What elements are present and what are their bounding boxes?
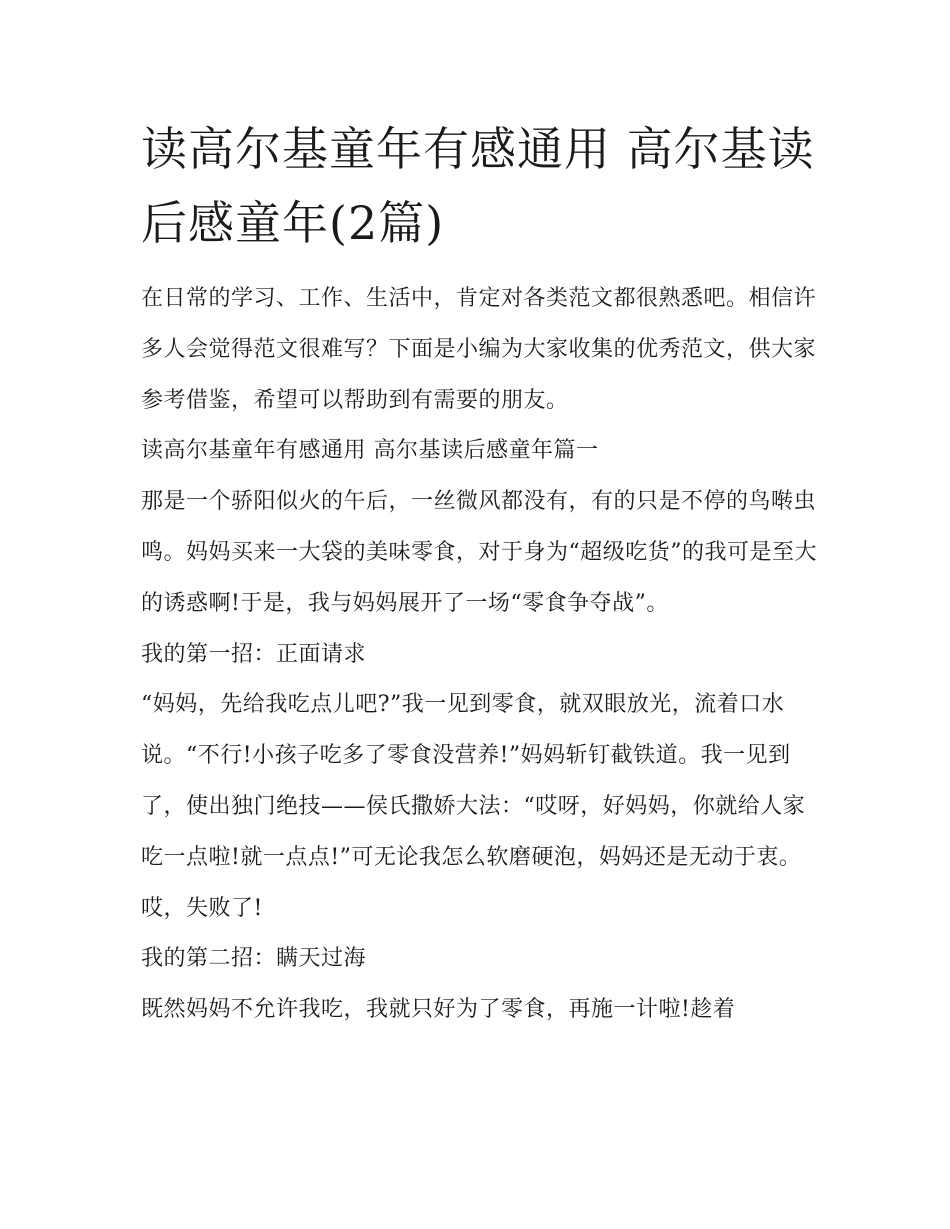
body-paragraph: “妈妈，先给我吃点儿吧?”我一见到零食，就双眼放光，流着口水说。“不行!小孩子吃多了零食没营养!”妈妈斩钉截铁道。我一见到了，使出独门绝技——侯氏撒娇大法：“哎呀，好妈妈，你就给人家吃一点啦!就一点点!”可无论我怎么软磨硬泡，妈妈还是无动于衷。哎，失败了! [141, 692, 806, 921]
document-title: 读高尔基童年有感通用 高尔基读后感童年(2篇) [141, 122, 815, 250]
body-paragraph: 既然妈妈不允许我吃，我就只好为了零食，再施一计啦!趁着 [141, 997, 736, 1023]
body-paragraph: 那是一个骄阳似火的午后，一丝微风都没有，有的只是不停的鸟啭虫鸣。妈妈买来一大袋的美味零食，对于身为“超级吃货”的我可是至大的诱惑啊!于是，我与妈妈展开了一场“零食争夺战”。 [141, 489, 817, 616]
subheading-first-move: 我的第一招：正面请求 [141, 641, 367, 667]
subheading-second-move: 我的第二招：瞒天过海 [141, 946, 367, 972]
document-page [141, 112, 821, 1036]
intro-paragraph: 在日常的学习、工作、生活中，肯定对各类范文都很熟悉吧。相信许多人会觉得范文很难写？下面是小编为大家收集的优秀范文，供大家参考借鉴，希望可以帮助到有需要的朋友。 [141, 286, 817, 413]
section-heading: 读高尔基童年有感通用 高尔基读后感童年篇一 [141, 438, 599, 464]
